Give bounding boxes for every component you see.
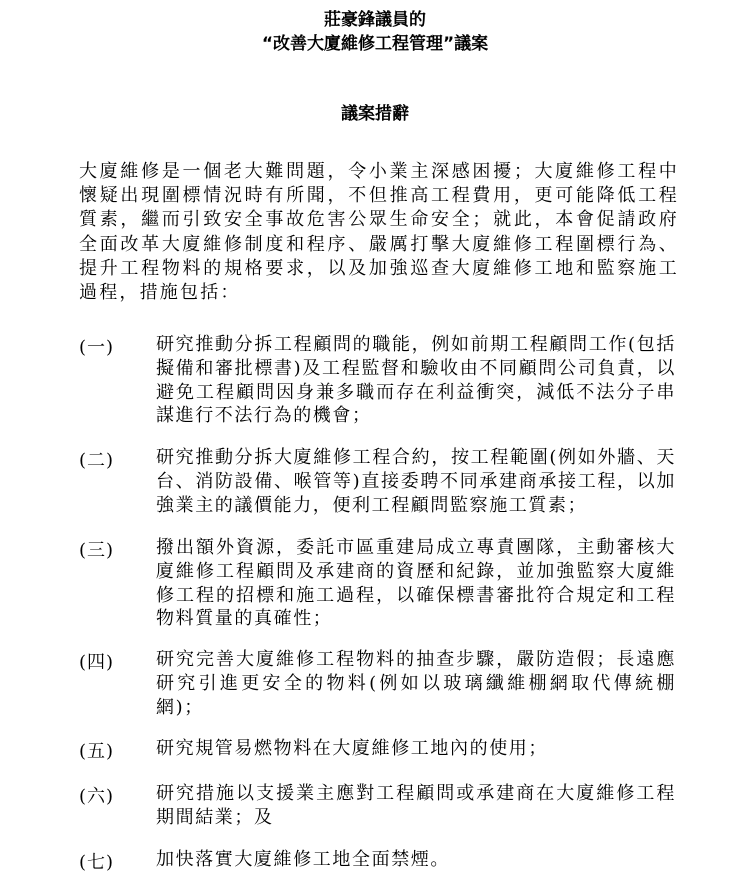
item-number: (六)	[79, 786, 115, 807]
item-number: (五)	[79, 741, 115, 762]
item-text: 研究推動分拆工程顧問的職能，例如前期工程顧問工作(包括擬備和審批標書)及工程監督和驗收由不同顧問公司負責，以避免工程顧問因身兼多職而存在利益衝突，減低不法分子串謀進行不法行為的機會；	[156, 334, 676, 427]
document-title-line1: 莊豪鋒議員的	[324, 10, 426, 30]
item-text: 加快落實大廈維修工地全面禁煙。	[156, 849, 450, 870]
item-number: (三)	[79, 540, 115, 561]
item-text: 研究完善大廈維修工程物料的抽查步驟，嚴防造假；長遠應研究引進更安全的物料(例如以玻璃纖維棚網取代傳統棚網)；	[156, 649, 676, 718]
intro-paragraph: 大廈維修是一個老大難問題，令小業主深感困擾；大廈維修工程中懷疑出現圍標情況時有所聞，不但推高工程費用，更可能降低工程質素，繼而引致安全事故危害公眾生命安全；就此，本會促請政府全面改革大廈維修制度和程序、嚴厲打擊大廈維修工程圍標行為、提升工程物料的規格要求，以及加強巡查大廈維修工地和監察施工過程，措施包括：	[79, 161, 679, 304]
item-text: 研究推動分拆大廈維修工程合約，按工程範圍(例如外牆、天台、消防設備、喉管等)直接委聘不同承建商承接工程，以加強業主的議價能力，便利工程顧問監察施工質素；	[156, 447, 676, 516]
item-number: (四)	[79, 652, 115, 673]
item-number: (一)	[79, 337, 115, 358]
item-text: 研究措施以支援業主應對工程顧問或承建商在大廈維修工程期間結業；及	[156, 783, 676, 828]
item-text: 撥出額外資源，委託市區重建局成立專責團隊，主動審核大廈維修工程顧問及承建商的資歷和紀錄，並加強監察大廈維修工程的招標和施工過程，以確保標書審批符合規定和工程物料質量的真確性；	[156, 537, 676, 630]
document-title-line2: “改善大廈維修工程管理”議案	[261, 34, 489, 54]
item-number: (二)	[79, 450, 115, 471]
item-number: (七)	[79, 852, 115, 873]
item-text: 研究規管易燃物料在大廈維修工地內的使用；	[156, 738, 548, 759]
section-heading: 議案措辭	[341, 104, 409, 124]
